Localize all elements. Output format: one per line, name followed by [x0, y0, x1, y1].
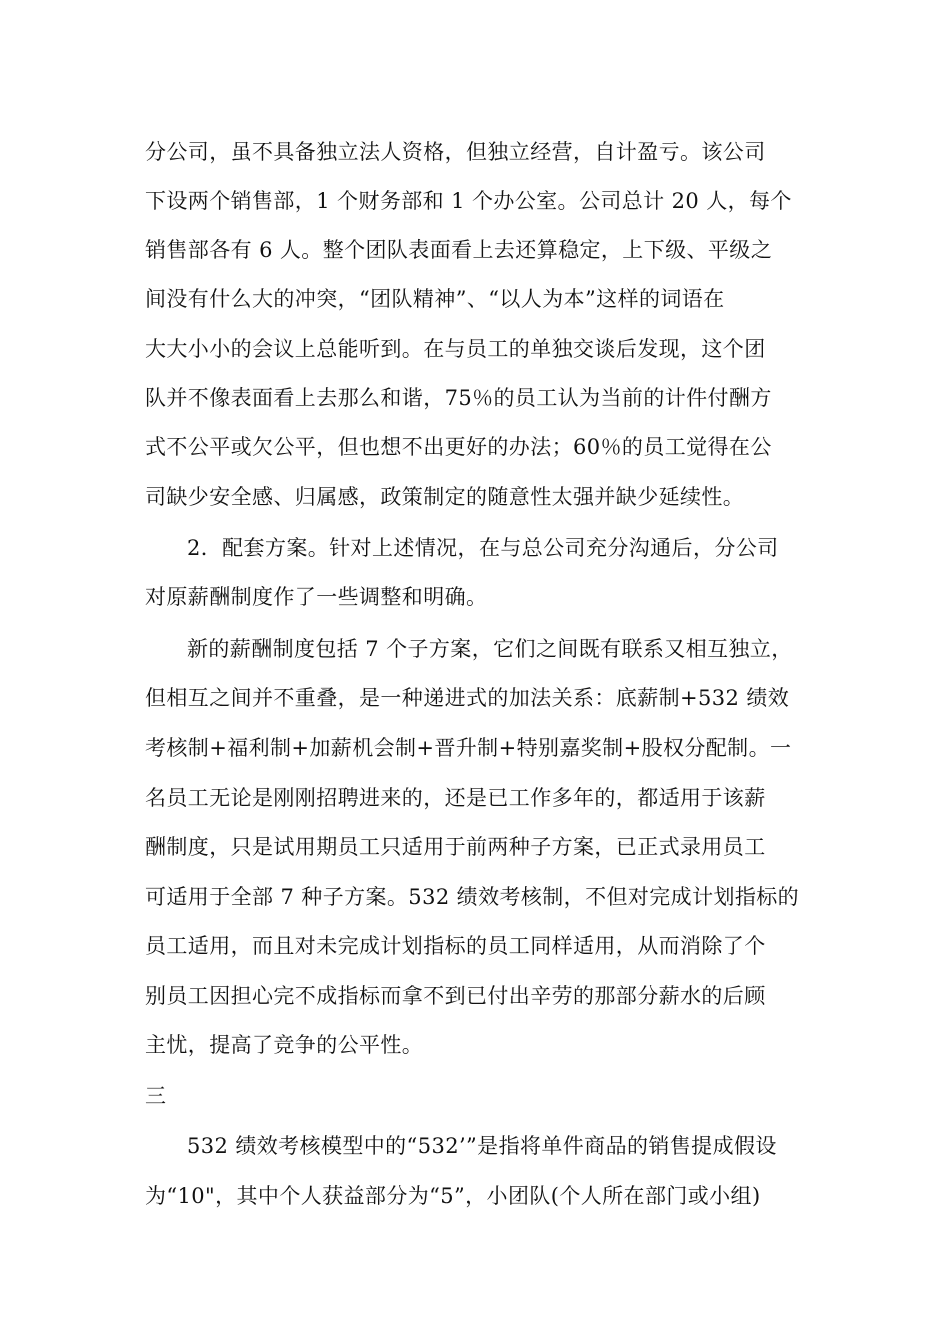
- text-line: 2．配套方案。针对上述情况，在与总公司充分沟通后，分公司: [187, 536, 779, 560]
- text-line: 考核制+福利制+加薪机会制+晋升制+特别嘉奖制+股权分配制。一: [145, 736, 792, 760]
- text-line: 532 绩效考核模型中的“532’”是指将单件商品的销售提成假设: [187, 1134, 777, 1158]
- text-line: 式不公平或欠公平，但也想不出更好的办法；60％的员工觉得在公: [145, 435, 772, 459]
- text-line: 队并不像表面看上去那么和谐，75％的员工认为当前的计件付酬方: [145, 386, 772, 410]
- text-line: 名员工无论是刚刚招聘进来的，还是已工作多年的，都适用于该薪: [145, 786, 766, 810]
- text-line: 可适用于全部 7 种子方案。532 绩效考核制，不但对完成计划指标的: [145, 885, 800, 909]
- text-line: 为“10"，其中个人获益部分为“5”，小团队(个人所在部门或小组): [145, 1184, 761, 1208]
- text-line: 大大小小的会议上总能听到。在与员工的单独交谈后发现，这个团: [145, 337, 766, 361]
- text-line: 员工适用，而且对未完成计划指标的员工同样适用，从而消除了个: [145, 934, 766, 958]
- text-line: 主忧，提高了竞争的公平性。: [145, 1033, 424, 1057]
- text-line: 司缺少安全感、归属感，政策制定的随意性太强并缺少延续性。: [145, 485, 745, 509]
- text-line: 别员工因担心完不成指标而拿不到已付出辛劳的那部分薪水的后顾: [145, 984, 766, 1008]
- text-line: 对原薪酬制度作了一些调整和明确。: [145, 585, 488, 609]
- section-heading: 三: [145, 1084, 167, 1108]
- text-line: 但相互之间并不重叠，是一种递进式的加法关系：底薪制+532 绩效: [145, 686, 790, 710]
- text-line: 分公司，虽不具备独立法人资格，但独立经营，自计盈亏。该公司: [145, 140, 766, 164]
- text-line: 下设两个销售部，1 个财务部和 1 个办公室。公司总计 20 人，每个: [145, 189, 792, 213]
- text-line: 酬制度，只是试用期员工只适用于前两种子方案，已正式录用员工: [145, 835, 766, 859]
- text-line: 新的薪酬制度包括 7 个子方案，它们之间既有联系又相互独立，: [187, 637, 793, 661]
- text-line: 间没有什么大的冲突，“团队精神”、“以人为本”这样的词语在: [145, 287, 725, 311]
- text-line: 销售部各有 6 人。整个团队表面看上去还算稳定，上下级、平级之: [145, 238, 773, 262]
